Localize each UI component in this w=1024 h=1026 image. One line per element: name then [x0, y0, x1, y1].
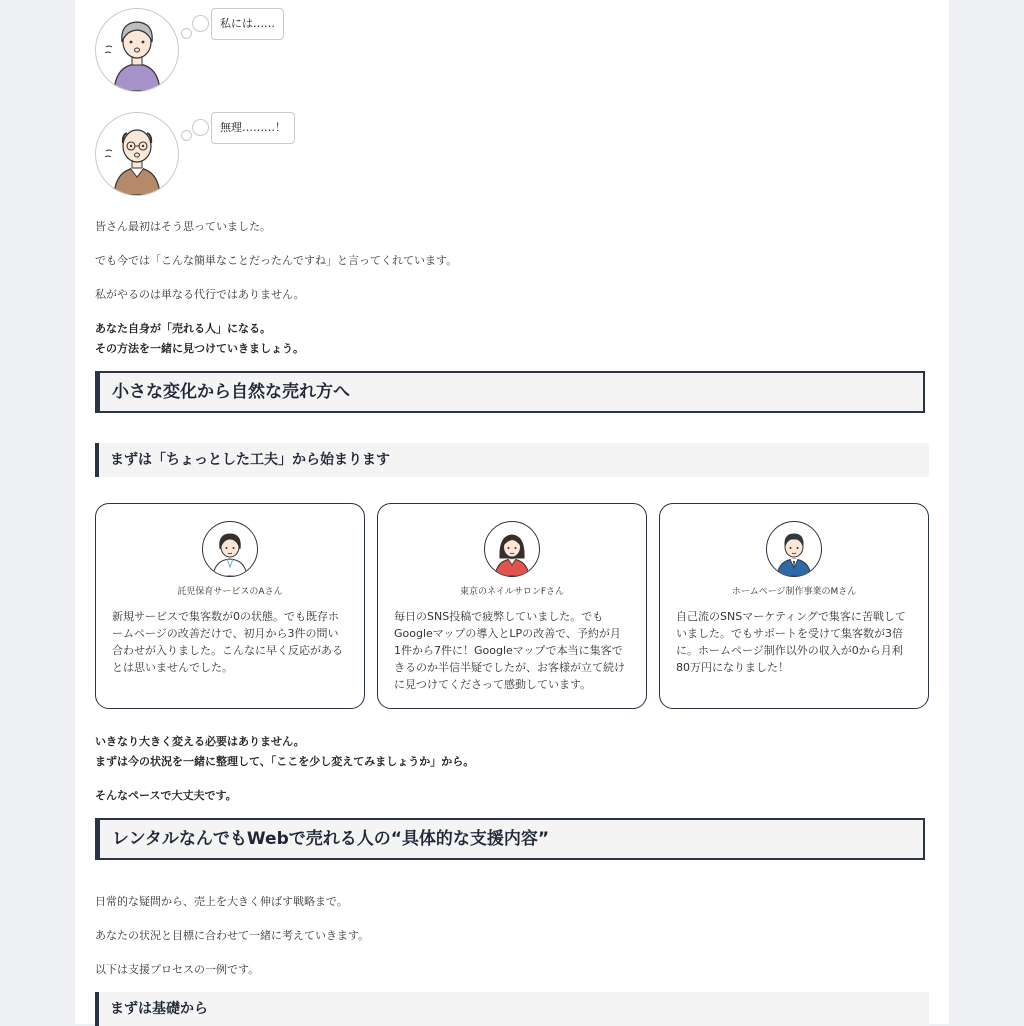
speech-bubble: 無理………！ [211, 112, 295, 144]
section-paragraph: 日常的な疑問から、売上を大きく伸ばす戦略まで。 [95, 895, 348, 908]
closing-bold-line: いきなり大きく変える必要はありません。 [95, 735, 305, 748]
avatar-elderly-man-confused [95, 112, 179, 196]
testimonial-line: 80万円になりました！ [676, 661, 789, 674]
testimonial-line: 毎日のSNS投稿で疲弊していました。でも [394, 610, 604, 623]
section-paragraph: あなたの状況と目標に合わせて一緒に考えていきます。 [95, 929, 370, 942]
woman-red-shirt-icon [485, 522, 539, 576]
testimonial-text [394, 608, 634, 693]
closing-bold-line: そんなペースで大丈夫です。 [95, 789, 237, 802]
section-heading: レンタルなんでもWebで売れる人の“具体的な支援内容” [95, 818, 925, 860]
intro-paragraph: 私がやるのは単なる代行ではありません。 [95, 288, 305, 301]
testimonial-card [659, 503, 929, 709]
section-heading: 小さな変化から自然な売れ方へ [95, 371, 925, 413]
testimonial-line: Googleマップの導入とLPの改善で、予約が月 [394, 627, 621, 640]
testimonial-name: 東京のネイルサロンFさん [460, 587, 564, 597]
testimonial-line: 自己流のSNSマーケティングで集客に苦戦して [676, 610, 906, 623]
thought-dot-small [181, 130, 192, 141]
testimonial-card [377, 503, 647, 709]
woman-white-shirt-icon [203, 522, 257, 576]
man-blue-suit-icon [767, 522, 821, 576]
avatar-woman-confused [95, 8, 179, 92]
elderly-man-confused-icon [96, 113, 178, 195]
intro-bold-line: その方法を一緒に見つけていきましょう。 [95, 342, 304, 355]
woman-confused-icon [96, 9, 178, 91]
testimonial-name: 託児保育サービスのAさん [177, 587, 283, 597]
testimonial-name: ホームページ制作事業のMさん [731, 587, 857, 597]
testimonial-text [676, 608, 916, 676]
testimonial-line: いました。でもサポートを受けて集客数が3倍 [676, 627, 903, 640]
testimonial-line: に見つけてくださって感動しています。 [394, 678, 592, 691]
testimonial-avatar [766, 521, 822, 577]
testimonial-line: 新規サービスで集客数が0の状態。でも既存ホ [112, 610, 339, 623]
testimonial-line: に。ホームページ制作以外の収入が0から月利 [676, 644, 903, 657]
thought-dot-small [181, 28, 192, 39]
thought-dot-large [192, 119, 209, 136]
testimonial-avatar [484, 521, 540, 577]
testimonial-line: とは思いませんでした。 [112, 661, 233, 674]
section-subheading: まずは「ちょっとした工夫」から始まります [95, 443, 929, 477]
testimonial-line: きるのか半信半疑でしたが、お客様が立て続け [394, 661, 625, 674]
testimonial-line: ームページの改善だけで、初月から3件の問い [112, 627, 339, 640]
testimonial-card [95, 503, 365, 709]
testimonial-line: 1件から7件に！Googleマップで本当に集客で [394, 644, 623, 657]
intro-paragraph: 皆さん最初はそう思っていました。 [95, 220, 271, 233]
intro-paragraph: でも今では「こんな簡単なことだったんですね」と言ってくれています。 [95, 254, 458, 267]
testimonial-avatar [202, 521, 258, 577]
thought-dot-large [192, 15, 209, 32]
section-paragraph: 以下は支援プロセスの一例です。 [95, 963, 260, 976]
intro-bold-line: あなた自身が「売れる人」になる。 [95, 322, 271, 335]
speech-bubble: 私には…… [211, 8, 284, 40]
testimonial-line: 合わせが入りました。こんなに早く反応がある [112, 644, 343, 657]
testimonial-text [112, 608, 352, 676]
closing-bold-line: まずは今の状況を一緒に整理して、「ここを少し変えてみましょうか」から。 [95, 755, 475, 768]
section-subheading: まずは基礎から [95, 992, 929, 1026]
